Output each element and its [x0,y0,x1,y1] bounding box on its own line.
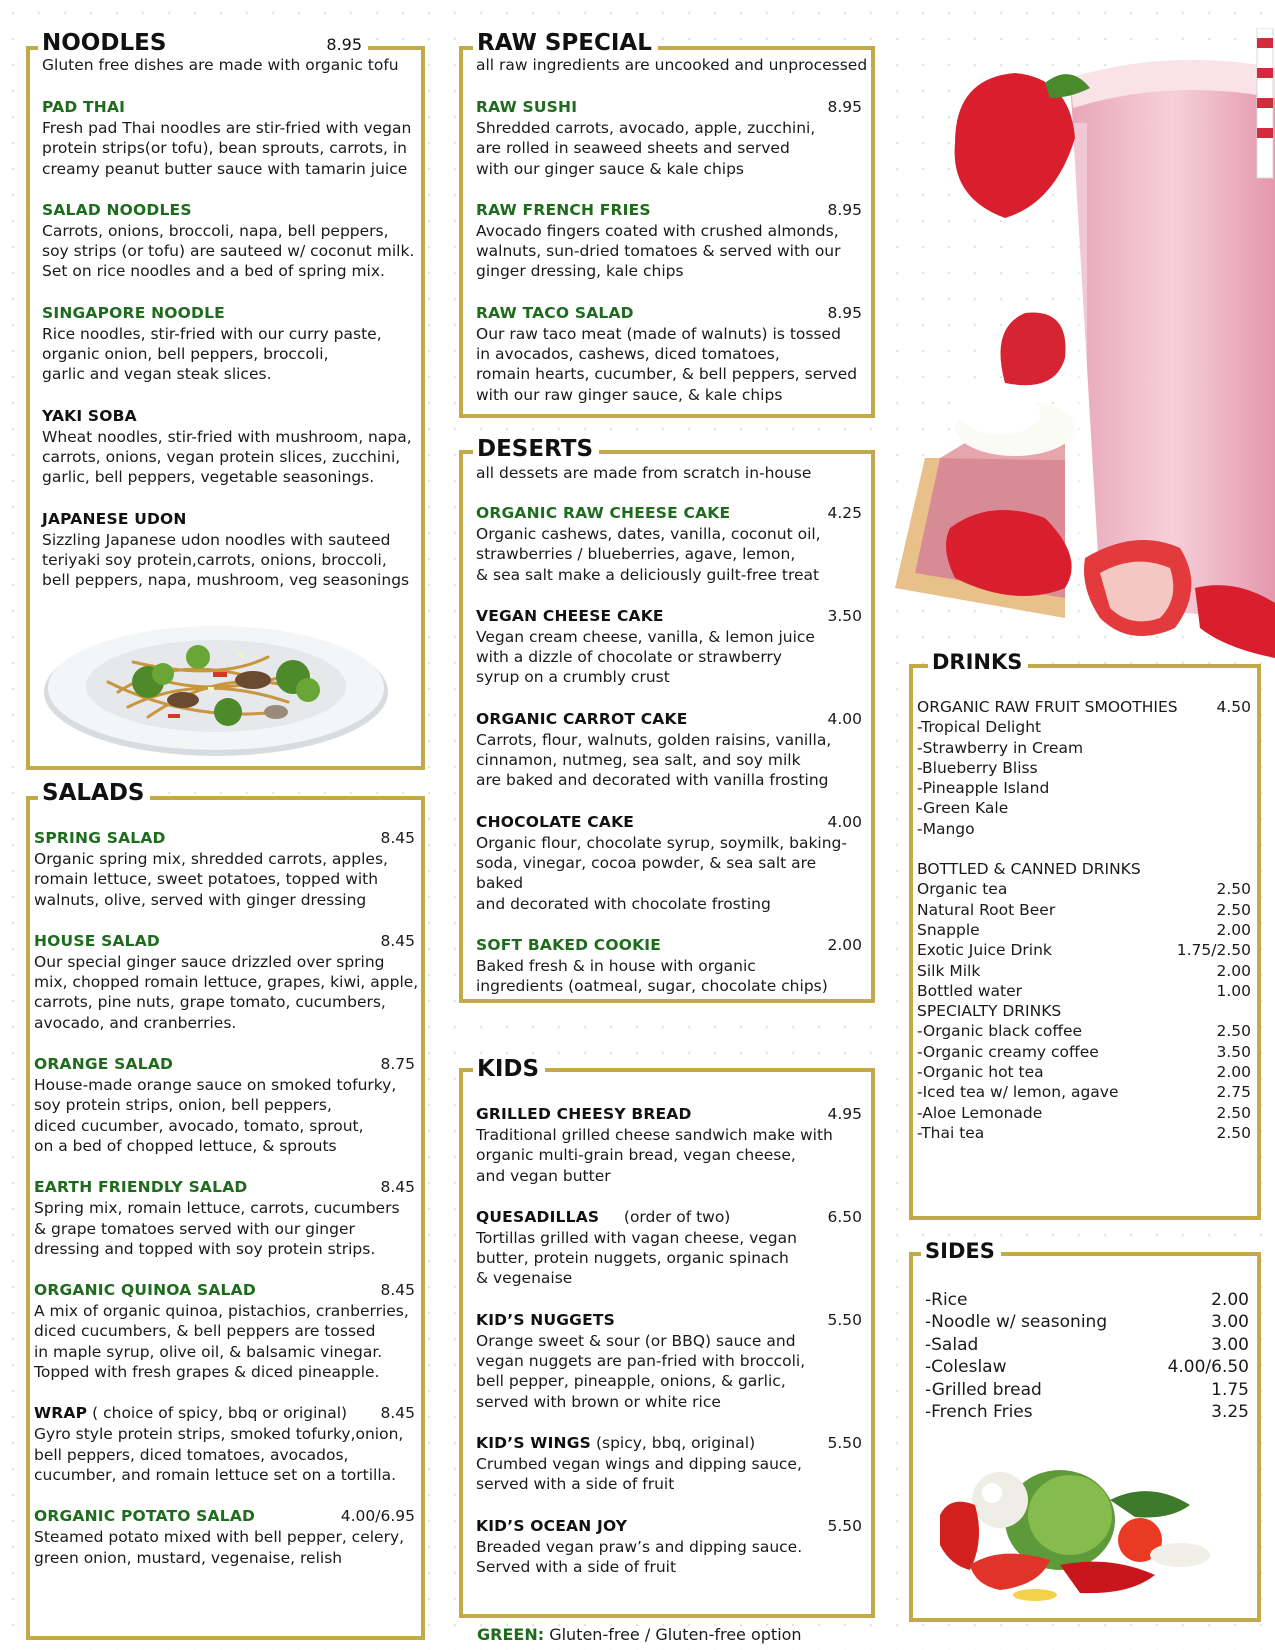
menu-item-name: RAW TACO SALAD [476,303,634,322]
sides-list [925,1289,1249,1423]
menu-item-price: 8.45 [380,1404,415,1423]
menu-item-description: Carrots, onions, broccoli, napa, bell peppers, soy strips (or tofu) are sauteed w/ coconut milk. Set on rice noodles and a bed of spring mix. [42,221,415,281]
menu-item [476,812,866,914]
menu-item-description: A mix of organic quinoa, pistachios, cranberries, diced cucumbers, & bell peppers are tossed in maple syrup, olive oil, & balsamic vinegar. Topped with fresh grapes & diced pineapple. [34,1302,409,1382]
drinks-heading: DRINKS [928,649,1028,675]
side-item [925,1356,1249,1378]
bottled-drink-name: Silk Milk [917,961,981,980]
menu-item-name: KID’S NUGGETS [476,1310,616,1329]
menu-item-price: 4.00 [827,812,862,831]
smoothie-flavor [917,717,1251,737]
menu-item-name: YAKI SOBA [42,406,137,425]
smoothie-and-cheesecake-image [895,28,1275,668]
menu-item-price: 3.50 [827,606,862,625]
noodles-subtitle: Gluten free dishes are made with organic tofu [42,56,399,74]
menu-item-description: Tortillas grilled with vagan cheese, vegan butter, protein nuggets, organic spinach & vegenaise [476,1228,797,1288]
menu-item-name: QUESADILLAS [476,1207,600,1226]
raw-special-heading: RAW SPECIAL [473,30,658,56]
bottled-drink [917,900,1251,920]
specialty-drink-price: 2.75 [1216,1083,1251,1102]
menu-item [42,97,420,179]
menu-item-name: HOUSE SALAD [34,931,160,950]
specialty-header-name: SPECIALTY DRINKS [917,1002,1062,1021]
specialty-header [917,1001,1251,1021]
specialty-drink [917,1062,1251,1082]
specialty-drink [917,1021,1251,1041]
bottled-drink-price: 1.00 [1216,981,1251,1000]
menu-item-description: Avocado fingers coated with crushed almonds, walnuts, sun-dried tomatoes & served with our ginger dressing, kale chips [476,221,841,281]
menu-item-description: Sizzling Japanese udon noodles with sauteed teriyaki soy protein,carrots, onions, broccoli, bell peppers, napa, mushroom, veg seasonings [42,530,410,590]
menu-item-price: 4.00 [827,709,862,728]
menu-item [34,1403,419,1485]
menu-item-description: Our raw taco meat (made of walnuts) is tossed in avocados, cashews, diced tomatoes, romain hearts, cucumber, & bell peppers, served with our raw ginger sauce, & kale chips [476,324,858,404]
menu-item [476,1516,866,1578]
menu-item [476,1433,866,1495]
salads-items [34,828,419,1589]
menu-item-description: Crumbed vegan wings and dipping sauce, served with a side of fruit [476,1454,802,1494]
menu-item-name: RAW SUSHI [476,98,578,116]
noodles-items [42,97,420,611]
side-item [925,1401,1249,1423]
menu-item-price: 8.95 [827,200,862,219]
side-item [925,1379,1249,1401]
side-item-name: -Coleslaw [925,1357,1007,1378]
noodles-price: 8.95 [326,35,363,54]
specialty-drink [917,1123,1251,1143]
salads-heading: SALADS [38,780,150,806]
menu-item-name: SALAD NOODLES [42,200,192,219]
menu-item-description: Organic cashews, dates, vanilla, coconut oil, strawberries / blueberries, agave, lemon, & sea salt make a deliciously guilt-free treat [476,525,821,584]
specialty-drink-price: 2.00 [1216,1063,1251,1082]
menu-item-description: Breaded vegan praw’s and dipping sauce. Served with a side of fruit [476,1537,803,1576]
menu-item-price: 4.25 [827,504,862,522]
menu-item-name: KID’S OCEAN JOY [476,1516,628,1535]
specialty-drink-price: 3.50 [1216,1042,1251,1061]
menu-item-note: ( choice of spicy, bbq or original) [87,1404,348,1423]
menu-item [476,935,866,997]
menu-item-description: Organic flour, chocolate syrup, soymilk, baking- soda, vinegar, cocoa powder, & sea salt are baked and decorated with chocolate frosting [476,833,847,913]
specialty-drink-price: 2.50 [1216,1123,1251,1142]
menu-item-price: 4.00/6.95 [340,1507,415,1526]
menu-item-name: ORANGE SALAD [34,1055,174,1074]
side-item-price: 1.75 [1211,1379,1249,1400]
bottled-drink-name: Organic tea [917,880,1008,899]
side-item [925,1289,1249,1311]
menu-item [476,503,866,585]
side-item-name: -Rice [925,1290,968,1310]
menu-item-note: (order of two) [599,1207,731,1226]
smoothie-flavor-name: -Pineapple Island [917,779,1050,798]
menu-item-name: KID’S WINGS [476,1433,592,1452]
bottled-drink-name: Natural Root Beer [917,900,1056,919]
menu-item [42,303,420,385]
bottled-drink-name: Snapple [917,920,980,939]
bottled-drink-name: Bottled water [917,981,1023,1000]
menu-item [476,709,866,791]
bottled-drink [917,879,1251,899]
specialty-drink-name: -Iced tea w/ lemon, agave [917,1083,1119,1102]
menu-item-name: SINGAPORE NOODLE [42,303,225,322]
menu-item [34,1280,419,1382]
smoothie-flavor-name: -Blueberry Bliss [917,758,1038,777]
smoothie-flavor-name: -Strawberry in Cream [917,738,1084,757]
deserts-heading: DESERTS [473,436,599,462]
bottled-drink-price: 2.50 [1216,880,1251,899]
menu-item [476,303,866,405]
menu-item-price: 8.45 [380,1281,415,1300]
deserts-items [476,503,866,1017]
side-item-price: 4.00/6.50 [1167,1357,1249,1378]
drinks-list [917,697,1251,1143]
menu-item-description: Spring mix, romain lettuce, carrots, cucumbers & grape tomatoes served with our ginger dressing and topped with soy protein strips. [34,1199,400,1258]
menu-item-price: 8.45 [380,829,415,847]
menu-item-price: 8.95 [827,303,862,322]
bottled-drink [917,940,1251,960]
side-item-price: 3.25 [1211,1402,1249,1423]
specialty-drink-price: 2.50 [1216,1103,1251,1122]
specialty-drink-name: -Organic creamy coffee [917,1042,1099,1061]
bottled-drink [917,961,1251,981]
menu-item [34,1177,419,1259]
bottled-drink-name: Exotic Juice Drink [917,941,1052,960]
menu-item [476,606,866,688]
smoothie-flavor [917,819,1251,839]
specialty-drink-name: -Organic hot tea [917,1063,1044,1082]
side-item [925,1334,1249,1356]
smoothie-flavor [917,758,1251,778]
menu-item-description: Fresh pad Thai noodles are stir-fried with vegan protein strips(or tofu), bean sprouts, carrots, in creamy peanut butter sauce with tamarin juice [42,119,412,178]
specialty-drink [917,1042,1251,1062]
menu-item-name: JAPANESE UDON [42,509,187,528]
menu-item-description: Organic spring mix, shredded carrots, apples, romain lettuce, sweet potatoes, topped with walnuts, olive, served with ginger dressing [34,850,388,909]
noodles-heading: NOODLES 8.95 [38,30,368,58]
menu-item-description: Baked fresh & in house with organic ingredients (oatmeal, sugar, chocolate chips) [476,956,828,996]
smoothie-flavor [917,798,1251,818]
menu-item-price: 8.75 [380,1055,415,1074]
menu-item-description: Rice noodles, stir-fried with our curry paste, organic onion, bell peppers, broccoli, garlic and vegan steak slices. [42,324,382,384]
specialty-drink-name: -Organic black coffee [917,1022,1083,1041]
menu-item-description: Vegan cream cheese, vanilla, & lemon juice with a dizzle of chocolate or strawberry syrup on a crumbly crust [476,627,815,687]
specialty-drink-name: -Thai tea [917,1123,985,1142]
side-item-name: -Salad [925,1334,979,1355]
bottled-drink-price: 2.50 [1216,900,1251,919]
gluten-free-legend: GREEN: Gluten-free / Gluten-free option [477,1625,802,1644]
menu-item-description: Steamed potato mixed with bell pepper, celery, green onion, mustard, vegenaise, relish [34,1528,405,1567]
menu-item-price: 4.95 [827,1105,862,1123]
side-item-price: 3.00 [1211,1312,1249,1333]
menu-item-price: 6.50 [827,1207,862,1226]
menu-item-description: Gyro style protein strips, smoked tofurky,onion, bell peppers, diced tomatoes, avocados, cucumber, and romain lettuce set on a tortilla. [34,1425,404,1484]
menu-item-description: Orange sweet & sour (or BBQ) sauce and vegan nuggets are pan-fried with broccoli, bell pepper, pineapple, onions, & garlic, served with brown or white rice [476,1331,806,1411]
menu-item [34,1054,419,1156]
bottled-drink [917,920,1251,940]
menu-item [42,509,420,591]
smoothie-flavor [917,778,1251,798]
menu-item-name: ORGANIC POTATO SALAD [34,1507,256,1526]
menu-item-name: EARTH FRIENDLY SALAD [34,1178,248,1197]
vegetables-image [940,1445,1215,1605]
side-item [925,1311,1249,1333]
specialty-drink-price: 2.50 [1216,1022,1251,1041]
raw-special-items [476,97,866,426]
menu-item-description: House-made orange sauce on smoked tofurky, soy protein strips, onion, bell peppers, diced cucumber, avocado, tomato, sprout, on a bed of chopped lettuce, & sprouts [34,1076,397,1155]
menu-item-name: VEGAN CHEESE CAKE [476,606,664,625]
menu-item [42,200,420,282]
menu-item-description: Shredded carrots, avocado, apple, zucchini, are rolled in seaweed sheets and served with our ginger sauce & kale chips [476,119,816,178]
bottled-drink [917,981,1251,1001]
smoothie-flavor-name: -Green Kale [917,799,1009,818]
menu-item [34,931,419,1033]
menu-item-name: PAD THAI [42,98,126,116]
menu-item [476,1104,866,1186]
menu-item [34,1506,419,1568]
menu-item-name: GRILLED CHEESY BREAD [476,1105,692,1123]
menu-item [476,1207,866,1289]
menu-item-description: Carrots, flour, walnuts, golden raisins, vanilla, cinnamon, nutmeg, sea salt, and soy milk are baked and decorated with vanilla frosting [476,730,832,790]
smoothies-header [917,697,1251,717]
side-item-price: 3.00 [1211,1334,1249,1355]
menu-item-price: 5.50 [827,1433,862,1452]
smoothie-flavor-name: -Mango [917,819,975,838]
raw-special-subtitle: all raw ingredients are uncooked and unprocessed [476,56,868,74]
bottled-drink-price: 2.00 [1216,920,1251,939]
smoothies-header-name: ORGANIC RAW FRUIT SMOOTHIES [917,698,1178,716]
menu-item [42,406,420,488]
menu-item-name: CHOCOLATE CAKE [476,812,635,831]
menu-item-description: Our special ginger sauce drizzled over spring mix, chopped romain lettuce, grapes, kiwi, apple, carrots, pine nuts, grape tomato, cucumbers, avocado, and cranberries. [34,952,419,1032]
kids-items [476,1104,866,1598]
menu-item [476,1310,866,1412]
menu-item-name: ORGANIC QUINOA SALAD [34,1281,256,1300]
smoothies-header-price: 4.50 [1216,698,1251,716]
menu-item [476,200,866,282]
menu-item-name: ORGANIC RAW CHEESE CAKE [476,504,731,522]
noodle-plate-image [38,612,394,760]
bottled-drink-price: 2.00 [1216,961,1251,980]
menu-item-description: Wheat noodles, stir-fried with mushroom, napa, carrots, onions, vegan protein slices, zucchini, garlic, bell peppers, vegetable seasonings. [42,427,412,487]
menu-item-name: RAW FRENCH FRIES [476,200,651,219]
deserts-subtitle: all dessets are made from scratch in-house [476,464,812,482]
bottled-header-name: BOTTLED & CANNED DRINKS [917,860,1141,879]
specialty-drink [917,1103,1251,1123]
side-item-name: -Noodle w/ seasoning [925,1312,1108,1333]
menu-item-price: 8.45 [380,1178,415,1197]
menu-item-description: Traditional grilled cheese sandwich make with organic multi-grain bread, vegan cheese, and vegan butter [476,1126,833,1185]
sides-heading: SIDES [921,1238,1001,1264]
menu-item-note: (spicy, bbq, original) [591,1433,756,1452]
menu-item-price: 5.50 [827,1310,862,1329]
menu-item [34,828,419,910]
specialty-drink [917,1082,1251,1102]
menu-item-price: 5.50 [827,1516,862,1535]
menu-item [476,97,866,179]
kids-heading: KIDS [473,1056,545,1082]
menu-item-name: SPRING SALAD [34,829,166,847]
smoothie-flavor [917,738,1251,758]
specialty-drink-name: -Aloe Lemonade [917,1103,1043,1122]
menu-item-price: 2.00 [827,935,862,954]
side-item-name: -French Fries [925,1402,1033,1423]
smoothie-flavor-name: -Tropical Delight [917,718,1042,737]
menu-item-price: 8.45 [380,931,415,950]
menu-item-price: 8.95 [827,98,862,116]
bottled-drink-price: 1.75/2.50 [1176,941,1251,960]
side-item-price: 2.00 [1211,1290,1249,1310]
bottled-header [917,859,1251,879]
menu-item-name: SOFT BAKED COOKIE [476,935,662,954]
menu-item-name: ORGANIC CARROT CAKE [476,709,688,728]
side-item-name: -Grilled bread [925,1379,1042,1400]
menu-item-name: WRAP [34,1404,88,1423]
